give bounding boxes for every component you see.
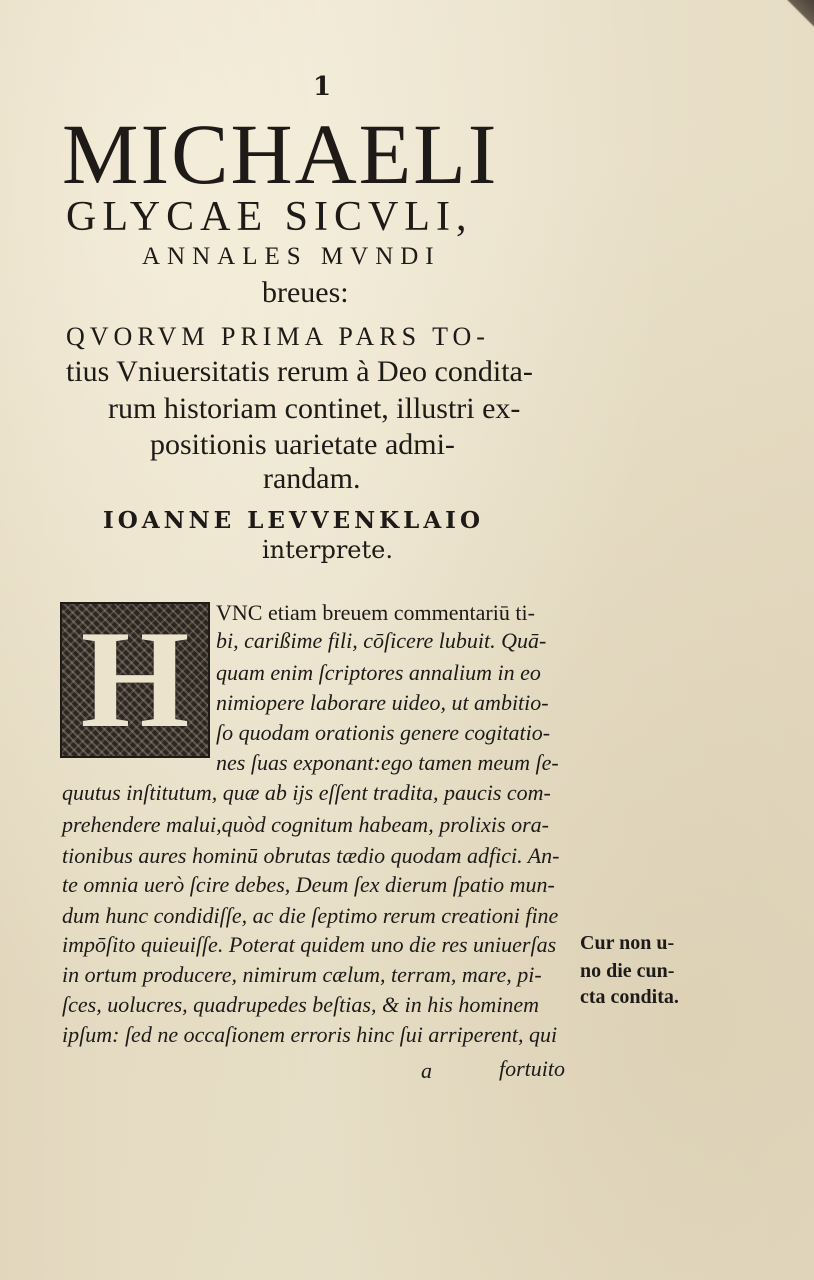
body-line: dum hunc condidiſſe, ac die ſeptimo rerum creationi fine — [62, 903, 559, 928]
decorated-initial — [60, 602, 210, 758]
interpreter-name: IOANNE LEVVENKLAIO — [103, 507, 484, 534]
initial-letter: H — [80, 602, 190, 757]
subtitle-line-5: randam. — [263, 462, 361, 495]
title-line-4: breues: — [262, 276, 349, 309]
body-line: nimiopere laborare uideo, ut ambitio- — [216, 690, 549, 715]
body-line: VNC etiam breuem commentariū ti- — [216, 600, 535, 625]
title-line-1: MICHAELI — [62, 106, 499, 202]
signature-mark: a — [421, 1058, 432, 1083]
subtitle-line-1: QVORVM PRIMA PARS TO- — [66, 322, 490, 351]
margin-note-line-1: Cur non u- — [580, 932, 675, 954]
body-line: quutus inſtitutum, quæ ab ijs eſſent tradita, paucis com- — [62, 780, 551, 805]
body-line: in ortum producere, nimirum cælum, terram, mare, pi- — [62, 962, 542, 987]
body-line: prehendere malui,quòd cognitum habeam, prolixis ora- — [62, 812, 549, 837]
interpreter-label: interprete. — [262, 536, 393, 564]
title-line-2: GLYCAE SICVLI, — [66, 194, 473, 240]
page-number: 1 — [313, 72, 332, 102]
subtitle-line-2: tius Vniuersitatis rerum à Deo condita- — [66, 355, 533, 388]
body-line: tionibus aures hominū obrutas tædio quodam adfici. An- — [62, 843, 560, 868]
body-line: ſces, uolucres, quadrupedes beſtias, & in his hominem — [62, 992, 540, 1017]
margin-note-line-3: cta condita. — [580, 986, 679, 1008]
title-line-3: ANNALES MVNDI — [142, 243, 441, 270]
page-curl — [786, 0, 814, 28]
subtitle-line-4: positionis uarietate admi- — [150, 428, 455, 461]
body-line: bi, carißime fili, cōſicere lubuit. Quā- — [216, 628, 547, 653]
subtitle-line-3: rum historiam continet, illustri ex- — [108, 392, 521, 425]
body-line: quam enim ſcriptores annalium in eo — [216, 660, 541, 685]
margin-note-line-2: no die cun- — [580, 960, 675, 982]
body-line: nes ſuas exponant:ego tamen meum ſe- — [216, 750, 559, 775]
body-line: te omnia uerò ſcire debes, Deum ſex dierum ſpatio mun- — [62, 872, 555, 897]
body-line: ipſum: ſed ne occaſionem erroris hinc ſui arriperent, qui — [62, 1022, 558, 1047]
body-line: impōſito quieuiſſe. Poterat quidem uno die res uniuerſas — [62, 932, 557, 957]
catchword: fortuito — [499, 1056, 566, 1081]
body-line: ſo quodam orationis genere cogitatio- — [216, 720, 551, 745]
